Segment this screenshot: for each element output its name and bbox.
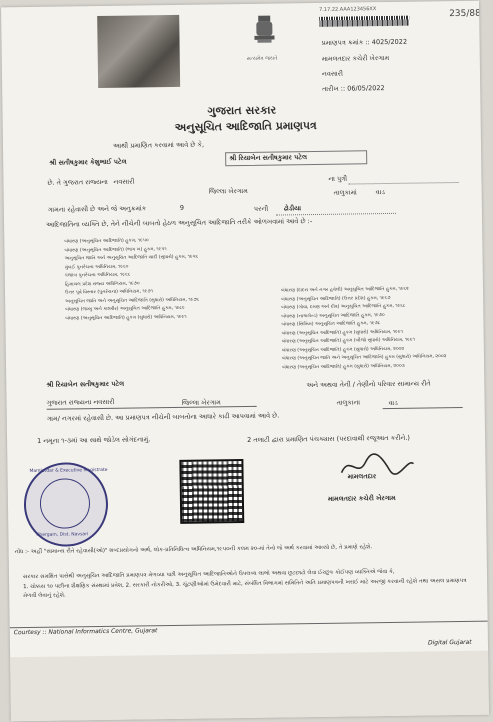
- blank-lower-area: [10, 651, 489, 722]
- note-2: 2 તલાટી દ્વારા પ્રમાણિત પંચક્યાસ (પરદાવાથી રજૂઆત કરીને.): [247, 433, 410, 444]
- order-item: બંધારણ (અનુસૂચિત આદિજાતિ) હુકમ (સુધારો) અધિનિયમ, ૨૦૦૨: [281, 346, 405, 353]
- note-1: 1 નમૂના ૧-૩માં આ સાથે જોડેલ સોગંદનામું.: [37, 435, 151, 445]
- issue-date: તારીખ :: 06/05/2022: [322, 84, 385, 93]
- order-item: હિમાચલ પ્રદેશ રાજ્ય અધિનિયમ, ૧૯૭૦: [64, 280, 140, 288]
- qr-code: [179, 459, 244, 524]
- issuing-office: મામલતદાર કચેરી ખેરગામ: [321, 53, 390, 63]
- certificate-page: [1, 1, 489, 722]
- order-item: અનુસૂચિત જાતિ અને અનુસૂચિત આદિજાતિ (સુધારો) અધિનિયમ, ૧૯૭૬: [65, 297, 200, 305]
- taluka-repeat-label: તાલુકાના: [336, 398, 361, 407]
- order-item: બંધારણ (અનુસૂચિત જાતિ અને અનુસૂચિત આદિજાતિ) હુકમ (સુધારો) અધિનિયમ, ૨૦૦૨: [281, 354, 447, 362]
- taluka-repeat: વાડ: [388, 398, 398, 407]
- courtesy-text: Courtesy :: National Informatics Centre, Gujarat: [13, 627, 158, 637]
- barcode-text: 7.17.22.AAA123456XX: [319, 6, 377, 13]
- applicant-name: શ્રી રિયાબેન સતીષકુમાર પટેલ: [229, 153, 308, 163]
- person-repeat: શ્રી રિયાબેન સતીષકુમાર પટેલ: [46, 379, 125, 389]
- tribe-number: 9: [179, 203, 185, 212]
- recognition-text: આદિજાતિના વ્યક્તિ છે, તેને નીચેની બાબતો હેઠળ અનુસૂચિત આદિજાતિ તરીકે ઓળખવામાં આવે છે :-: [46, 217, 313, 229]
- district-repeat: જિલ્લા ખેરગામ: [181, 398, 221, 407]
- relation: ના પુત્રી: [328, 174, 348, 183]
- father-name: શ્રી સતીષકુમાર કેશુભાઈ પટેલ: [49, 157, 127, 167]
- order-item: અનુસૂચિત જાતિ અને અનુસૂચિત આદિજાતિ યાદી (સુધારો) હુકમ, ૧૯૫૬: [64, 254, 199, 262]
- tribe-line-post: પરની: [253, 204, 269, 213]
- applicant-photo: [97, 15, 180, 88]
- tribe-line-pre: ગામના રહેવાસી છે અને જે અનુક્રમાંક: [47, 204, 147, 214]
- footer-warning: સરકાર સમક્ષિત પાસેથી અનુસૂચિત આદિજાતિ પ્રમાણપત્ર મેળવ્યા પછી અનુસૂચિત આદિજાતિઓને ઉપલબ્ધ લાભો અથવા છૂટછાટો લેવા ઈચ્છુક કોઈપણ વ્યક્તિએ જેવા કે,: [22, 568, 395, 581]
- digital-gujarat-text: Digital Gujarat: [427, 638, 472, 647]
- order-item: ઉત્તર પૂર્વ વિસ્તાર (પુનર્રચના) અધિનિયમ, ૧૯૭૧: [64, 289, 153, 296]
- page-mark: 235/88: [449, 8, 481, 20]
- order-item: બંધારણ (ગોવા, દમણ અને દીવ) અનુસૂચિત આદિજાતિ હુકમ, ૧૯૬૮: [281, 303, 406, 311]
- village-value: નવસારી: [113, 177, 135, 186]
- barcode: [319, 16, 409, 27]
- emblem-caption: સત્યમેવ જયતે: [246, 55, 278, 62]
- application-number: પ્રમાણપત્ર ક્રમાંક :: 4025/2022: [321, 37, 408, 47]
- government-title: ગુજરાત સરકાર: [207, 103, 277, 118]
- seal-text-top: Mamlatdar & Executive Magistrate: [29, 467, 108, 475]
- national-emblem-icon: [249, 13, 280, 53]
- order-item: બંધારણ (અનુસૂચિત આદિજાતિ) હુકમ (સુધારો) અધિનિયમ, ૨૦૦૩: [282, 363, 405, 370]
- order-item: બંધારણ (જમ્મુ અને કાશ્મીર) અનુસૂચિત આદિજાતિ હુકમ, ૧૯૮૯: [65, 305, 185, 313]
- intro-text: આથી પ્રમાણિત કરવામાં આવે છે કે,: [112, 140, 205, 150]
- order-item: બંધારણ (અનુસૂચિત આદિજાતિ) હુકમ (બીજો સુધારો) અધિનિયમ, ૧૯૯૧: [281, 337, 415, 345]
- residence-line: અને અથવા તેની / તેણીનો પરિવાર સામાન્ય રીતે: [306, 379, 431, 390]
- signatory-title: મામલતદાર: [347, 472, 377, 481]
- village-label: છે. તે ગુજરાત રાજ્યના: [47, 177, 108, 187]
- certificate-title: અનુસૂચિત આદિજાતિ પ્રમાણપત્ર: [174, 118, 317, 134]
- order-item: બંધારણ (અનુસૂચિત આદિજાતિ) (ઉત્તર પ્રદેશ) હુકમ, ૧૯૬૭: [281, 295, 391, 302]
- order-item: બંધારણ (અનુસૂચિત આદિજાતિ) હુકમ (સુધારો) અધિનિયમ, ૧૯૯૧: [281, 329, 403, 336]
- orders-right-list: [281, 285, 482, 373]
- order-item: બંધારણ (અનુસૂચિત આદિજાતિ) હુકમ (સુધારો) અધિનિયમ, ૧૯૯૧: [65, 314, 187, 322]
- official-seal: [23, 462, 108, 547]
- orders-left-list: [64, 236, 275, 324]
- order-item: મુંબઈ પુનર્રચના અધિનિયમ, ૧૯૬૦: [64, 264, 129, 271]
- order-item: બંધારણ (દાદરા અને નગર હવેલી) અનુસૂચિત આદિજાતિ હુકમ, ૧૯૬૨: [280, 286, 409, 294]
- taluka-label: તાલુકામાં: [333, 188, 357, 197]
- district-name: નવસારી: [321, 69, 344, 78]
- footer-note: નોંધ :- અહીં "સામાન્ય રીતે રહેવાસી(ઓ)" શબ્દપ્રયોગનો અર્થ, લોક-પ્રતિનિધિત્વ અધિનિયમ,૧૯૫૦ની કલમ ૨૦-માં તેનો જે અર્થ કરવામાં આવ્યો છે, તે પ્રમાણે રહેશે.: [14, 544, 373, 556]
- seal-text-bottom: Khergam, Dist. Navsari: [36, 532, 89, 538]
- footer-uses: 1. ચોક્કસ ૧૦ પછીના શૈક્ષણિક સંસ્થામાં પ્રવેશ, 2. સરકારી નોકરીઓ, 3. ચૂંટણીઓમાં ઉમેદવારી માટે, સંબંધિત વિભાગમાં સમિતિને અતિ પ્રમાણપત્રની ખરાઈ માટે અરજી કરવાની રહેશે તથા અસલ પ્રમાણપત્ર મેળવી લેવાનું રહેશે.: [23, 577, 467, 600]
- order-item: પંજાબ પુનર્રચના અધિનિયમ, ૧૯૬૬: [64, 272, 131, 279]
- tribe-name: ઢોડીયા: [283, 204, 302, 213]
- state-label: ગુજરાત રાજ્યના નવસારી: [46, 397, 115, 407]
- order-item: બંધારણ (નાગાલેન્ડ) અનુસૂચિત આદિજાતિ હુકમ, ૧૯૭૦: [281, 312, 385, 319]
- district-label: જિલ્લા ખેરગામ: [208, 186, 248, 196]
- signatory-office: મામલતદાર કચેરી ખેરગામ: [327, 493, 396, 503]
- seal-emblem-icon: [40, 478, 91, 529]
- order-item: બંધારણ (અનુસૂચિત આદિજાતિ) (ભાગ ખ) હુકમ, ૧૯૫૧: [64, 246, 167, 254]
- order-item: બંધારણ (અનુસૂચિત આદિજાતિ) હુકમ, ૧૯૫૦: [64, 238, 149, 245]
- taluka-value: વાડ: [375, 188, 385, 197]
- order-item: બંધારણ (સિક્કિમ) અનુસૂચિત આદિજાતિ હુકમ, ૧૯૭૮: [281, 321, 381, 328]
- basis-line: ગામ/ નગરમાં રહેવાસી છે. આ પ્રમાણપત્ર નીચેની બાબતોના આધારે કાઢી આપવામાં આવે છે.: [46, 411, 280, 423]
